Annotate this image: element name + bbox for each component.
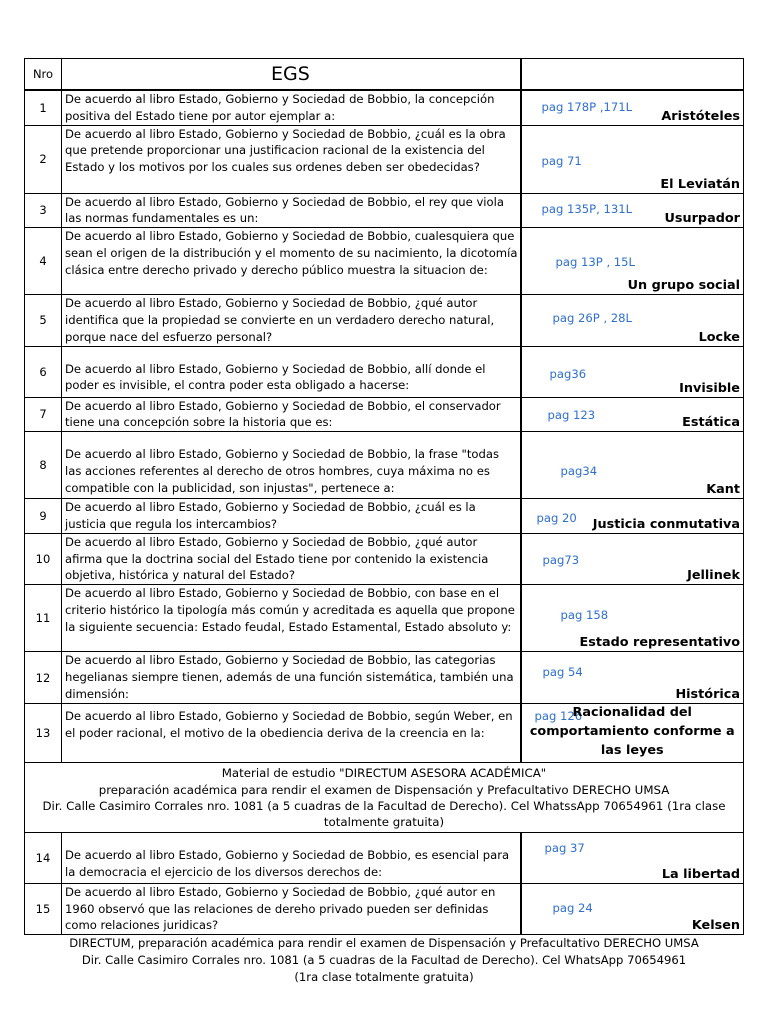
answer-cell xyxy=(521,585,744,652)
question-row xyxy=(25,432,744,499)
answer-text: Invisible xyxy=(679,380,740,396)
question-number: 3 xyxy=(25,193,62,228)
footer-address: Dir. Calle Casimiro Corrales nro. 1081 (a 5 cuadras de la Facultad de Derecho). Cel WhatsApp 70654961 xyxy=(81,953,687,967)
question-row xyxy=(25,295,744,346)
answer-text: Usurpador xyxy=(664,211,740,227)
page-reference: pag 158 xyxy=(560,608,609,623)
question-number: 8 xyxy=(25,432,62,499)
header-answer-cell xyxy=(521,59,744,91)
question-number: 1 xyxy=(25,90,62,125)
question-text: De acuerdo al libro Estado, Gobierno y Sociedad de Bobbio, ¿qué autor en 1960 observó que las relaciones de dereho privado pueden ser definidas como relaciones juridicas? xyxy=(62,883,521,934)
page-reference: pag 13P , 15L xyxy=(555,255,636,270)
question-number: 7 xyxy=(25,397,62,432)
page-reference: pag 135P, 131L xyxy=(541,201,633,216)
page-reference: pag 26P , 28L xyxy=(552,311,633,326)
question-number: 14 xyxy=(25,832,62,883)
question-text: De acuerdo al libro Estado, Gobierno y Sociedad de Bobbio, ¿qué autor identifica que la propiedad se convierte en un verdadero derecho natural, porque nace del esfuerzo personal? xyxy=(62,295,521,346)
question-text: De acuerdo al libro Estado, Gobierno y Sociedad de Bobbio, ¿qué autor afirma que la doctrina social del Estado tiene por contenido la existencia objetiva, histórica y natural del Estado? xyxy=(62,533,521,584)
page-reference: pag34 xyxy=(560,464,598,479)
question-number: 10 xyxy=(25,533,62,584)
answer-text: Justicia conmutativa xyxy=(592,516,740,532)
question-text: De acuerdo al libro Estado, Gobierno y Sociedad de Bobbio, la frase "todas las acciones referentes al derecho de otros hombres, cuya máxima no es compatible con la publicidad, son injustas", pertenece a: xyxy=(62,432,521,499)
answer-text: La libertad xyxy=(661,866,740,882)
answer-text: Estado representativo xyxy=(579,635,740,651)
answer-cell xyxy=(521,193,744,228)
question-text: De acuerdo al libro Estado, Gobierno y Sociedad de Bobbio, el conservador tiene una concepción sobre la historia que es: xyxy=(62,397,521,432)
question-number: 12 xyxy=(25,652,62,704)
question-number: 13 xyxy=(25,704,62,763)
notice-address: Dir. Calle Casimiro Corrales nro. 1081 (a 5 cuadras de la Facultad de Derecho). Cel WhatssApp 70654961 (1ra clase totalmente gratuita) xyxy=(42,798,726,830)
answer-text: Aristóteles xyxy=(661,108,740,124)
question-text: De acuerdo al libro Estado, Gobierno y Sociedad de Bobbio, con base en el criterio histórico la tipología más común y acreditada es aquella que propone la siguiente secuencia: Estado feudal, Estado Estamental, Estado absoluto y: xyxy=(62,585,521,652)
footer-note: (1ra clase totalmente gratuita) xyxy=(294,970,474,984)
page-reference: pag 24 xyxy=(552,900,593,915)
page-reference: pag73 xyxy=(542,552,580,567)
header-title: EGS xyxy=(271,63,310,85)
notice-cell xyxy=(25,763,744,833)
page-reference: pag36 xyxy=(549,366,587,381)
header-title-cell xyxy=(62,59,521,91)
answer-text: El Leviatán xyxy=(660,176,740,192)
question-row xyxy=(25,397,744,432)
answer-cell xyxy=(521,652,744,704)
question-number: 11 xyxy=(25,585,62,652)
header-row xyxy=(25,59,744,91)
question-text: De acuerdo al libro Estado, Gobierno y Sociedad de Bobbio, el rey que viola las normas fundamentales es un: xyxy=(62,193,521,228)
question-text: De acuerdo al libro Estado, Gobierno y Sociedad de Bobbio, la concepción positiva del Estado tiene por autor ejemplar a: xyxy=(62,90,521,125)
question-row xyxy=(25,125,744,193)
question-text: De acuerdo al libro Estado, Gobierno y Sociedad de Bobbio, las categorias hegelianas siempre tienen, además de una función sistemática, también una dimensión: xyxy=(62,652,521,704)
answer-text: Racionalidad del comportamiento conforme a las leyes xyxy=(529,705,735,759)
question-number: 2 xyxy=(25,125,62,193)
question-row xyxy=(25,533,744,584)
question-row xyxy=(25,346,744,397)
question-row xyxy=(25,499,744,534)
answer-cell xyxy=(521,397,744,432)
question-text: De acuerdo al libro Estado, Gobierno y Sociedad de Bobbio, cualesquiera que sean el origen de la distribución y el momento de su nacimiento, la dicotomía clásica entre derecho privado y derecho público muestra la situacion de: xyxy=(62,228,521,295)
answer-cell xyxy=(521,125,744,193)
answer-cell xyxy=(521,832,744,883)
question-row xyxy=(25,704,744,763)
answer-cell xyxy=(521,704,744,763)
answer-text: Jellinek xyxy=(687,568,740,584)
answer-text: Kant xyxy=(706,482,740,498)
question-text: De acuerdo al libro Estado, Gobierno y Sociedad de Bobbio, allí donde el poder es invisible, el contra poder esta obligado a hacerse: xyxy=(62,346,521,397)
question-number: 9 xyxy=(25,499,62,534)
answer-text: Locke xyxy=(698,329,740,345)
question-row xyxy=(25,193,744,228)
notice-subtitle: preparación académica para rendir el examen de Dispensación y Prefacultativo DERECHO UMSA xyxy=(98,782,670,797)
answer-cell xyxy=(521,533,744,584)
header-nro: Nro xyxy=(25,59,62,91)
answer-cell xyxy=(521,90,744,125)
question-text: De acuerdo al libro Estado, Gobierno y Sociedad de Bobbio, ¿cuál es la justicia que regula los intercambios? xyxy=(62,499,521,534)
page-reference: pag 178P ,171L xyxy=(541,100,633,114)
question-row xyxy=(25,90,744,125)
question-row xyxy=(25,883,744,934)
notice-row xyxy=(25,763,744,833)
question-table xyxy=(24,58,744,935)
answer-text: Kelsen xyxy=(691,918,740,934)
footer-line: DIRECTUM, preparación académica para rendir el examen de Dispensación y Prefacultativo DERECHO UMSA xyxy=(69,936,699,950)
question-number: 4 xyxy=(25,228,62,295)
page-reference: pag 123 xyxy=(547,407,596,422)
answer-cell xyxy=(521,346,744,397)
answer-cell xyxy=(521,295,744,346)
question-row xyxy=(25,585,744,652)
question-number: 6 xyxy=(25,346,62,397)
question-row xyxy=(25,228,744,295)
answer-cell xyxy=(521,228,744,295)
answer-cell xyxy=(521,432,744,499)
page-reference: pag 54 xyxy=(542,665,583,680)
answer-text: Estática xyxy=(682,415,740,431)
question-row xyxy=(25,832,744,883)
page-reference: pag 126 xyxy=(534,709,583,724)
question-text: De acuerdo al libro Estado, Gobierno y Sociedad de Bobbio, es esencial para la democracia el ejercicio de los diversos derechos de: xyxy=(62,832,521,883)
notice-title: Material de estudio "DIRECTUM ASESORA ACADÉMICA" xyxy=(221,766,547,781)
question-text: De acuerdo al libro Estado, Gobierno y Sociedad de Bobbio, según Weber, en el poder racional, el motivo de la obediencia deriva de la creencia en la: xyxy=(62,704,521,763)
answer-cell xyxy=(521,883,744,934)
question-row xyxy=(25,652,744,704)
page-reference: pag 71 xyxy=(541,153,582,168)
question-number: 5 xyxy=(25,295,62,346)
page-reference: pag 20 xyxy=(536,511,577,526)
answer-text: Histórica xyxy=(675,687,740,703)
question-number: 15 xyxy=(25,883,62,934)
question-text: De acuerdo al libro Estado, Gobierno y Sociedad de Bobbio, ¿cuál es la obra que pretende proporcionar una justificacion racional de la existencia del Estado y los motivos por los cuales sus ordenes deben ser obedecidas? xyxy=(62,125,521,193)
answer-cell xyxy=(521,499,744,534)
page-reference: pag 37 xyxy=(544,840,585,855)
footer xyxy=(0,935,768,986)
answer-text: Un grupo social xyxy=(627,278,740,294)
